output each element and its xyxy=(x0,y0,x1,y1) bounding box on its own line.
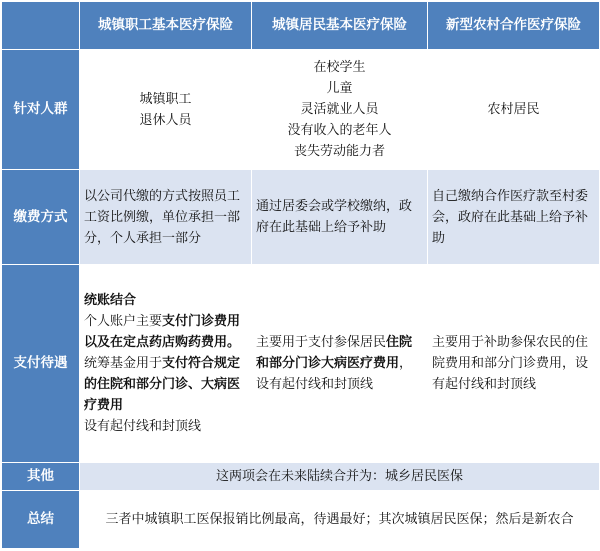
insurance-comparison-table xyxy=(1,1,600,549)
row-label-payment: 缴费方式 xyxy=(2,170,80,265)
header-rural-coop: 新型农村合作医疗保险 xyxy=(428,2,600,50)
benefit-employee-p3: 设有起付线和封顶线 xyxy=(84,419,202,434)
header-urban-resident: 城镇居民基本医疗保险 xyxy=(252,2,428,50)
summary-text: 三者中城镇职工医保报销比例最高，待遇最好；其次城镇居民医保；然后是新农合 xyxy=(80,491,600,549)
target-resident-line: 灵活就业人员 xyxy=(300,102,379,117)
benefit-employee-title: 统账结合 xyxy=(84,293,137,308)
benefit-employee-p1a: 个人账户主要 xyxy=(84,314,163,329)
row-other xyxy=(2,463,600,491)
target-resident-line: 在校学生 xyxy=(313,60,366,75)
target-employee-line: 城镇职工 xyxy=(139,91,192,107)
benefit-resident-c: ，设有起付线和封顶线 xyxy=(256,356,413,392)
row-summary xyxy=(2,491,600,549)
payment-urban-employee: 以公司代缴的方式按照员工工资比例缴，单位承担一部分，个人承担一部分 xyxy=(80,170,252,265)
target-urban-resident xyxy=(252,50,428,170)
target-rural-coop: 农村居民 xyxy=(428,50,600,170)
benefit-resident-a: 主要用于支付参保居民 xyxy=(256,335,387,350)
benefit-rural-coop: 主要用于补助参保农民的住院费用和部分门诊费用，设有起付线和封顶线 xyxy=(428,265,600,463)
row-label-benefit: 支付待遇 xyxy=(2,265,80,463)
row-label-other: 其他 xyxy=(2,463,80,491)
target-urban-employee xyxy=(80,50,252,170)
benefit-employee-p1b: 支付门诊费用以及在定点药店购药费用。 xyxy=(84,314,241,350)
row-target-group xyxy=(2,50,600,170)
other-text: 这两项会在未来陆续合并为：城乡居民医保 xyxy=(80,463,600,491)
header-row xyxy=(2,2,600,50)
payment-rural-coop: 自己缴纳合作医疗款至村委会，政府在此基础上给予补助 xyxy=(428,170,600,265)
benefit-urban-resident xyxy=(252,265,428,463)
header-urban-employee: 城镇职工基本医疗保险 xyxy=(80,2,252,50)
row-label-target: 针对人群 xyxy=(2,50,80,170)
benefit-employee-p2a: 统筹基金用于 xyxy=(84,356,163,371)
row-label-summary: 总结 xyxy=(2,491,80,549)
benefit-urban-employee xyxy=(80,265,252,463)
corner-cell xyxy=(2,2,80,50)
target-resident-line: 儿童 xyxy=(326,81,353,96)
target-employee-line: 退休人员 xyxy=(139,112,192,128)
target-resident-line: 丧失劳动能力者 xyxy=(293,144,385,159)
benefit-employee-p2b: 支付符合规定的住院和部分门诊、大病医疗费用 xyxy=(84,356,241,413)
row-payment-method xyxy=(2,170,600,265)
benefit-resident-b: 住院和部分门诊大病医疗费用 xyxy=(256,335,413,371)
target-resident-line: 没有收入的老年人 xyxy=(287,123,392,138)
payment-urban-resident: 通过居委会或学校缴纳，政府在此基础上给予补助 xyxy=(252,170,428,265)
row-benefit xyxy=(2,265,600,463)
